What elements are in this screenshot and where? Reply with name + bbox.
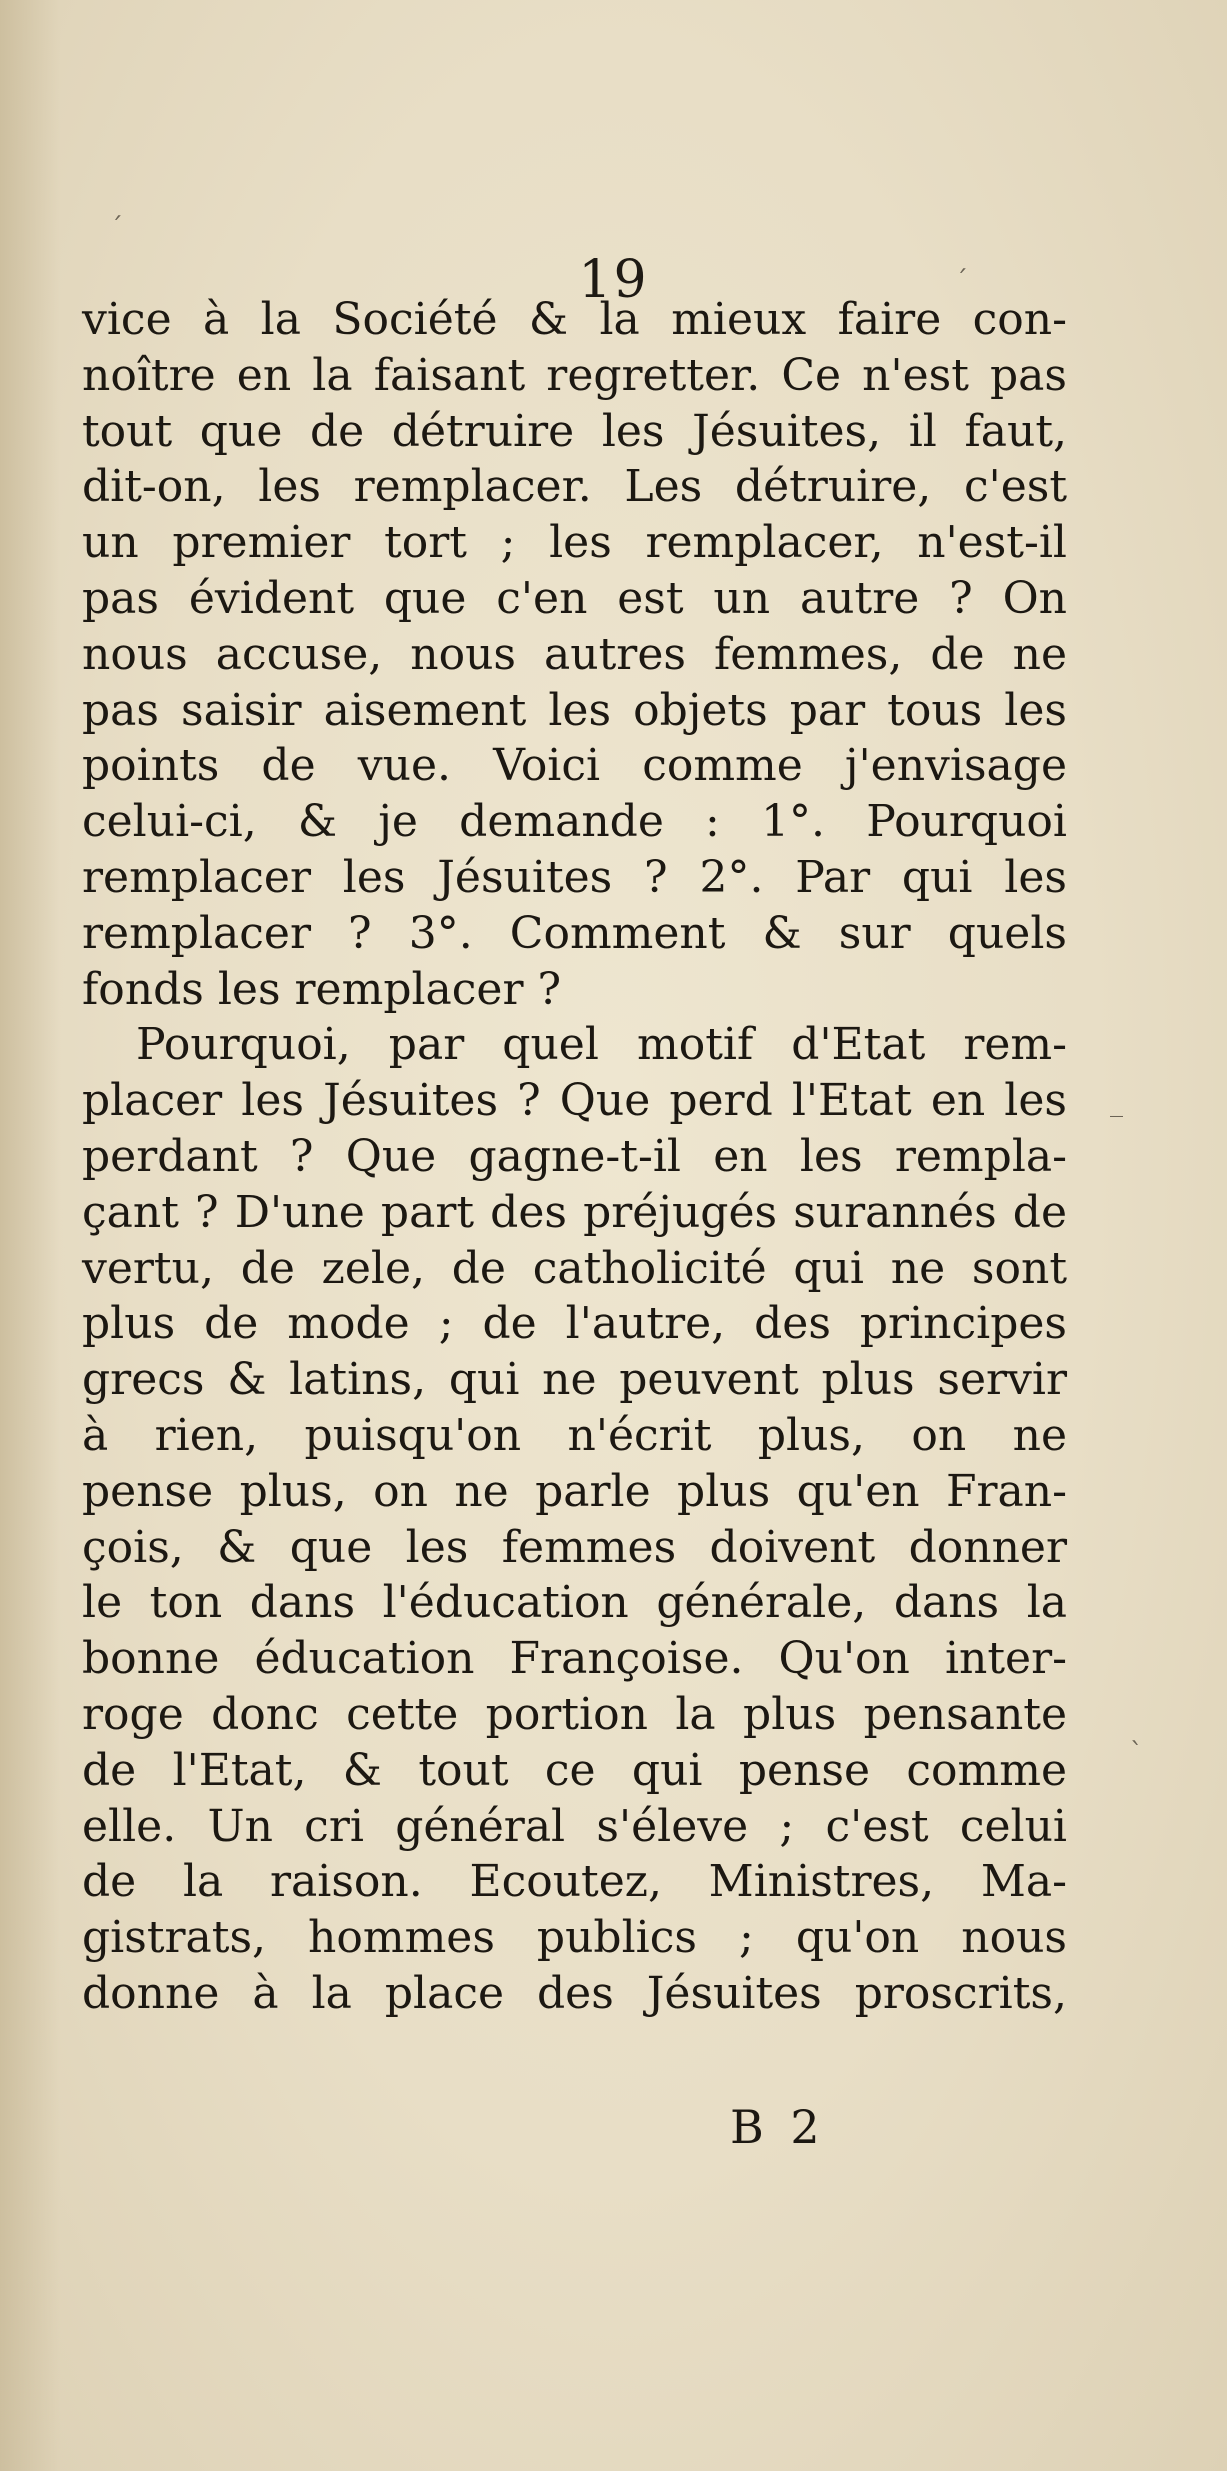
- text-line: nous accuse, nous autres femmes, de ne: [82, 628, 1067, 680]
- text-line: remplacer les Jésuites ? 2°. Par qui les: [82, 851, 1067, 903]
- text-line: roge donc cette portion la plus pensante: [82, 1688, 1067, 1740]
- text-line: bonne éducation Françoise. Qu'on inter-: [82, 1633, 1067, 1685]
- signature-mark: B 2: [730, 2100, 826, 2154]
- text-line: un premier tort ; les remplacer, n'est-il: [82, 517, 1067, 569]
- body-text: [82, 292, 1067, 2022]
- ink-speck: ˋ: [1130, 1738, 1143, 1768]
- text-line: à rien, puisqu'on n'écrit plus, on ne: [82, 1409, 1067, 1461]
- text-line: de la raison. Ecoutez, Ministres, Ma-: [82, 1856, 1067, 1908]
- ink-speck: ˊ: [955, 266, 968, 296]
- text-line: perdant ? Que gagne-t-il en les rempla-: [82, 1130, 1067, 1182]
- page-number: 19: [578, 250, 649, 310]
- ink-speck: ‾: [1110, 1113, 1123, 1143]
- text-line: pense plus, on ne parle plus qu'en Fran-: [82, 1465, 1067, 1517]
- text-line: remplacer ? 3°. Comment & sur quels: [82, 907, 1067, 959]
- text-line: noître en la faisant regretter. Ce n'est pas: [82, 349, 1067, 401]
- text-line: plus de mode ; de l'autre, des principes: [82, 1298, 1067, 1350]
- text-line: pas évident que c'en est un autre ? On: [82, 572, 1067, 624]
- text-line: placer les Jésuites ? Que perd l'Etat en les: [82, 1075, 1067, 1127]
- text-line: Pourquoi, par quel motif d'Etat rem-: [136, 1019, 1067, 1071]
- ink-speck: ˊ: [110, 213, 123, 243]
- text-line: points de vue. Voici comme j'envisage: [82, 740, 1067, 792]
- text-line: le ton dans l'éducation générale, dans la: [82, 1577, 1067, 1629]
- text-line: donne à la place des Jésuites proscrits,: [82, 1967, 1067, 2019]
- text-line: vice à la Société & la mieux faire con-: [82, 294, 1067, 345]
- text-line: grecs & latins, qui ne peuvent plus servir: [82, 1354, 1067, 1406]
- text-line: vertu, de zele, de catholicité qui ne sont: [82, 1242, 1067, 1294]
- text-line: de l'Etat, & tout ce qui pense comme: [82, 1744, 1067, 1796]
- text-line: fonds les remplacer ?: [82, 963, 562, 1015]
- page-gutter-shadow: [0, 0, 60, 2471]
- text-line: celui-ci, & je demande : 1°. Pourquoi: [82, 796, 1067, 848]
- text-line: çant ? D'une part des préjugés surannés de: [82, 1186, 1067, 1238]
- text-line: pas saisir aisement les objets par tous les: [82, 684, 1067, 736]
- text-line: çois, & que les femmes doivent donner: [82, 1521, 1067, 1573]
- text-line: dit-on, les remplacer. Les détruire, c'est: [82, 461, 1067, 513]
- text-line: gistrats, hommes publics ; qu'on nous: [82, 1912, 1067, 1964]
- text-line: tout que de détruire les Jésuites, il faut,: [82, 405, 1067, 457]
- text-line: elle. Un cri général s'éleve ; c'est celui: [82, 1800, 1067, 1852]
